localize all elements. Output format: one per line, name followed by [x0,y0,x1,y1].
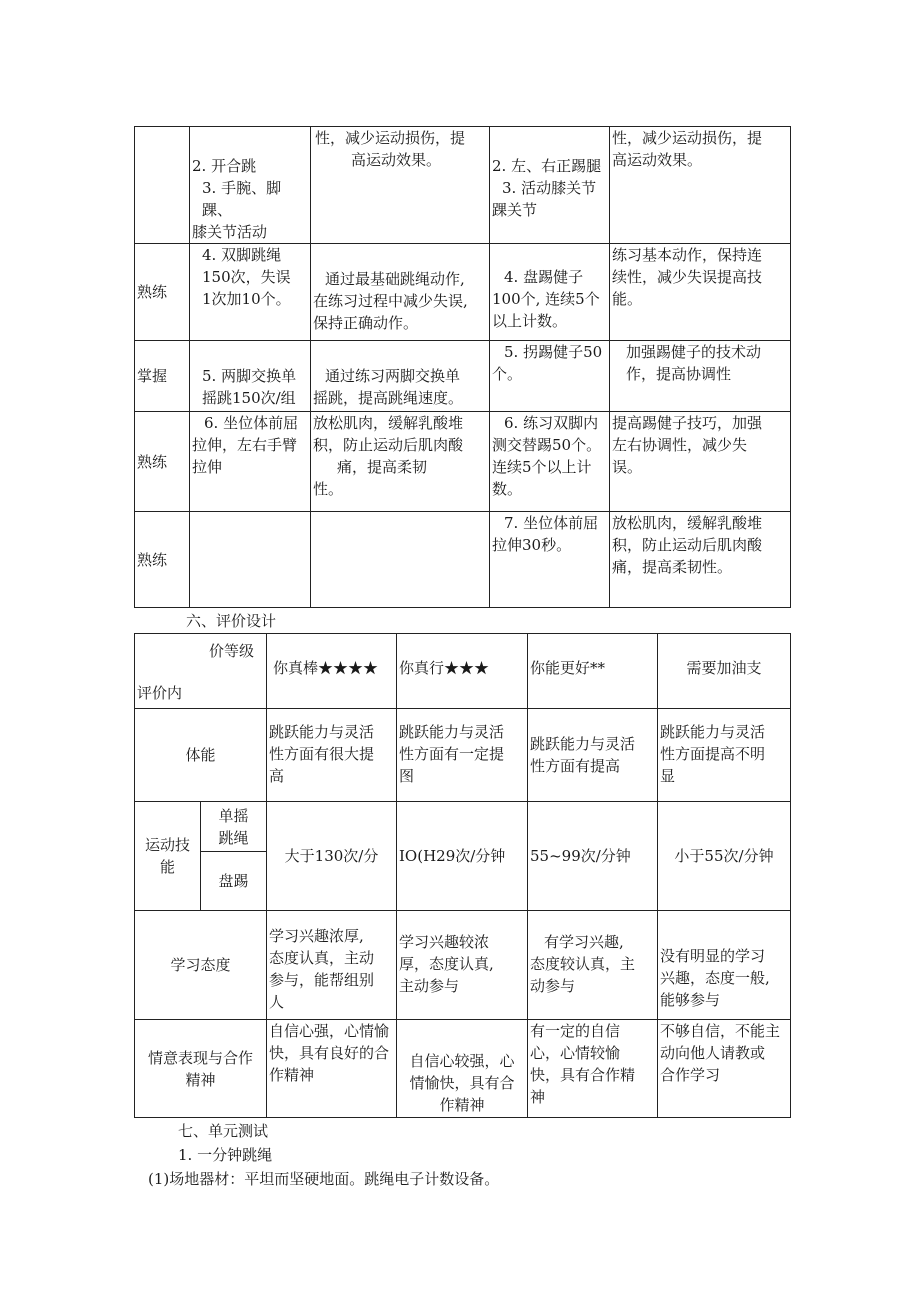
text-line: 放松肌肉，缓解乳酸堆 [612,514,763,532]
eval-cell [528,1020,658,1118]
diag-bottom-label: 评价内 [137,684,183,702]
text-line: 跳绳 [218,828,249,847]
stage-cell: 熟练 [135,244,190,341]
text-line: 人 [269,993,285,1011]
text-line: 单摇 [218,806,249,825]
list-item: 测交替踢50个。 [492,436,602,454]
text-line: 练习基本动作，保持连 [612,246,763,264]
right-items-cell [490,244,610,341]
criteria-label [135,1020,267,1118]
diag-top-label: 价等级 [208,642,254,660]
eval-cell [267,709,397,802]
text-line: 保持正确动作。 [313,314,419,332]
sub-criteria-label: 盘踢 [201,852,267,911]
text-line: 积，防止运动后肌肉酸 [313,436,464,454]
table-row [135,412,791,512]
stage-cell [135,127,190,244]
left-purpose-cell [311,412,490,512]
text-line: 参与，能帮组别 [269,971,375,989]
text-line: 有学习兴趣, [544,933,624,951]
text-line: 性，减少运动损伤，提 [315,129,466,147]
eval-cell [528,709,658,802]
text-line: 续性，减少失误提高技 [612,268,763,286]
text-line: 运动技 [144,836,190,854]
text-line: 动向他人请教或 [660,1044,766,1062]
right-items-cell [490,412,610,512]
list-item: 6. 坐位体前屈 [204,414,299,432]
text-line: 主动参与 [399,977,460,995]
section-7-title: 七、单元测试 [178,1122,269,1140]
text-line: 误。 [612,458,643,476]
list-item: 7. 坐位体前屈 [504,514,599,532]
eval-cell: 55~99次/分钟 [528,802,658,911]
text-line: 学习兴趣较浓 [399,933,490,951]
text-line: 作，提高协调性 [626,365,732,383]
eval-cell: IO(H29次/分钟 [397,802,528,911]
table-row [135,802,791,852]
criteria-label [135,802,201,911]
list-item: 2. 左、右正踢腿 [492,157,602,175]
text-line: 性方面有一定提 [399,745,505,763]
eval-cell [397,709,528,802]
text-line: 自信心较强，心 [409,1052,515,1070]
list-item: 1次加10个。 [202,290,291,308]
text-line: 跳跃能力与灵活 [269,723,375,741]
left-items-cell [190,412,311,512]
eval-cell [397,1020,528,1118]
left-items-cell [190,244,311,341]
list-item: 拉伸，左右手臂 [192,436,298,454]
list-item: 踝关节 [492,201,538,219]
eval-cell: 小于55次/分钟 [658,802,791,911]
text-line: 痛，提高柔韧性。 [612,558,733,576]
text-line: 快，具有良好的合 [269,1044,390,1062]
text-line: 情愉快，具有合 [409,1074,515,1092]
text-line: 跳跃能力与灵活 [530,735,636,753]
text-line: 通过最基础跳绳动作, [325,270,465,288]
left-purpose-cell [311,244,490,341]
table-row [135,127,791,244]
list-item: 连续5个以上计 [492,458,592,476]
right-items-cell [490,512,610,608]
text-line: 左右协调性，减少失 [612,436,748,454]
list-item: 拉伸 [192,458,223,476]
header-diagonal-cell [135,634,267,709]
right-items-cell [490,127,610,244]
text-line: 加强踢健子的技术动 [626,343,762,361]
text-line: 神 [530,1088,546,1106]
right-purpose-cell [610,341,791,412]
eval-cell [397,911,528,1020]
list-item: 2. 开合跳 [192,157,257,175]
text-line: 精神 [185,1070,216,1089]
text-line: 态度较认真，主 [530,955,636,973]
text-line: 快，具有合作精 [530,1066,636,1084]
list-item: 5. 拐踢健子50 [504,343,603,361]
list-item: 5. 两脚交换单 [202,367,297,385]
left-items-cell [190,341,311,412]
text-line: 高运动效果。 [612,151,703,169]
eval-cell [267,1020,397,1118]
list-item: 数。 [492,480,523,498]
table-row [135,244,791,341]
text-line: 性方面有很大提 [269,745,375,763]
text-line: 动参与 [530,977,576,995]
text-line: 不够自信，不能主 [660,1022,781,1040]
test-item-equipment: (1)场地器材：平坦而坚硬地面。跳绳电子计数设备。 [148,1170,500,1188]
text-line: 积，防止运动后肌肉酸 [612,536,763,554]
text-line: 心，心情较愉 [530,1044,621,1062]
text-line: 作精神 [439,1096,485,1114]
text-line: 没有明显的学习 [660,947,766,965]
text-line: 提高踢健子技巧，加强 [612,414,763,432]
list-item: 150次，失误 [202,268,291,286]
text-line: 高运动效果。 [351,151,442,169]
left-purpose-cell [311,512,490,608]
sub-criteria-label [201,802,267,852]
text-line: 痛，提高柔韧 [337,458,428,476]
text-line: 情意表现与合作 [147,1048,253,1067]
table-row [135,1020,791,1118]
text-line: 跳跃能力与灵活 [399,723,505,741]
text-line: 兴趣，态度一般, [660,969,770,987]
practice-content-table [134,126,791,608]
left-items-cell [190,127,311,244]
text-line: 摇跳，提高跳绳速度。 [313,389,464,407]
criteria-label: 学习态度 [135,911,267,1020]
list-item: 6. 练习双脚内 [504,414,599,432]
list-item: 以上计数。 [492,312,568,330]
table-row [135,634,791,709]
text-line: 能 [159,858,175,876]
text-line: 图 [399,767,415,785]
level-header: 你真行★★★ [397,634,528,709]
left-purpose-cell [311,341,490,412]
table-row [135,341,791,412]
text-line: 放松肌肉，缓解乳酸堆 [313,414,464,432]
right-purpose-cell [610,244,791,341]
table-row [135,512,791,608]
text-line: 能够参与 [660,991,721,1009]
text-line: 性。 [313,480,344,498]
right-purpose-cell [610,412,791,512]
text-line: 作精神 [269,1066,315,1084]
eval-cell: 大于130次/分 [267,802,397,911]
eval-cell [267,911,397,1020]
text-line: 厚，态度认真, [399,955,494,973]
list-item: 3. 活动膝关节 [502,179,597,197]
list-item: 膝关节活动 [192,223,268,241]
text-line: 性方面提高不明 [660,745,766,763]
stage-cell: 掌握 [135,341,190,412]
evaluation-table [134,633,791,1118]
text-line: 合作学习 [660,1066,721,1084]
eval-cell [658,709,791,802]
list-item: 100个, 连续5个 [492,290,600,308]
level-header: 你真棒★★★★ [267,634,397,709]
text-line: 能。 [612,290,643,308]
level-header: 你能更好** [528,634,658,709]
text-line: 性，减少运动损伤，提 [612,129,763,147]
level-header: 需要加油支 [658,634,791,709]
text-line: 学习兴趣浓厚, [269,927,364,945]
list-item: 摇跳150次/组 [202,389,296,407]
list-item: 拉伸30秒。 [492,536,572,554]
eval-cell [658,911,791,1020]
right-items-cell [490,341,610,412]
list-item: 3. 手腕、脚踝、 [202,179,282,219]
criteria-label: 体能 [135,709,267,802]
left-purpose-cell [311,127,490,244]
table-row [135,911,791,1020]
text-line: 跳跃能力与灵活 [660,723,766,741]
text-line: 在练习过程中减少失误, [313,292,468,310]
text-line: 通过练习两脚交换单 [325,367,461,385]
text-line: 自信心强，心情愉 [269,1022,390,1040]
eval-cell [528,911,658,1020]
text-line: 高 [269,767,285,785]
list-item: 4. 双脚跳绳 [202,246,282,264]
left-items-cell [190,512,311,608]
stage-cell: 熟练 [135,512,190,608]
text-line: 有一定的自信 [530,1022,621,1040]
text-line: 显 [660,767,676,785]
list-item: 4. 盘踢健子 [504,268,584,286]
stage-cell: 熟练 [135,412,190,512]
eval-cell [658,1020,791,1118]
right-purpose-cell [610,127,791,244]
section-6-title: 六、评价设计 [186,612,277,630]
right-purpose-cell [610,512,791,608]
table-row [135,709,791,802]
list-item: 个。 [492,365,523,383]
text-line: 性方面有提高 [530,757,621,775]
test-item-title: 1. 一分钟跳绳 [178,1146,273,1164]
text-line: 态度认真，主动 [269,949,375,967]
